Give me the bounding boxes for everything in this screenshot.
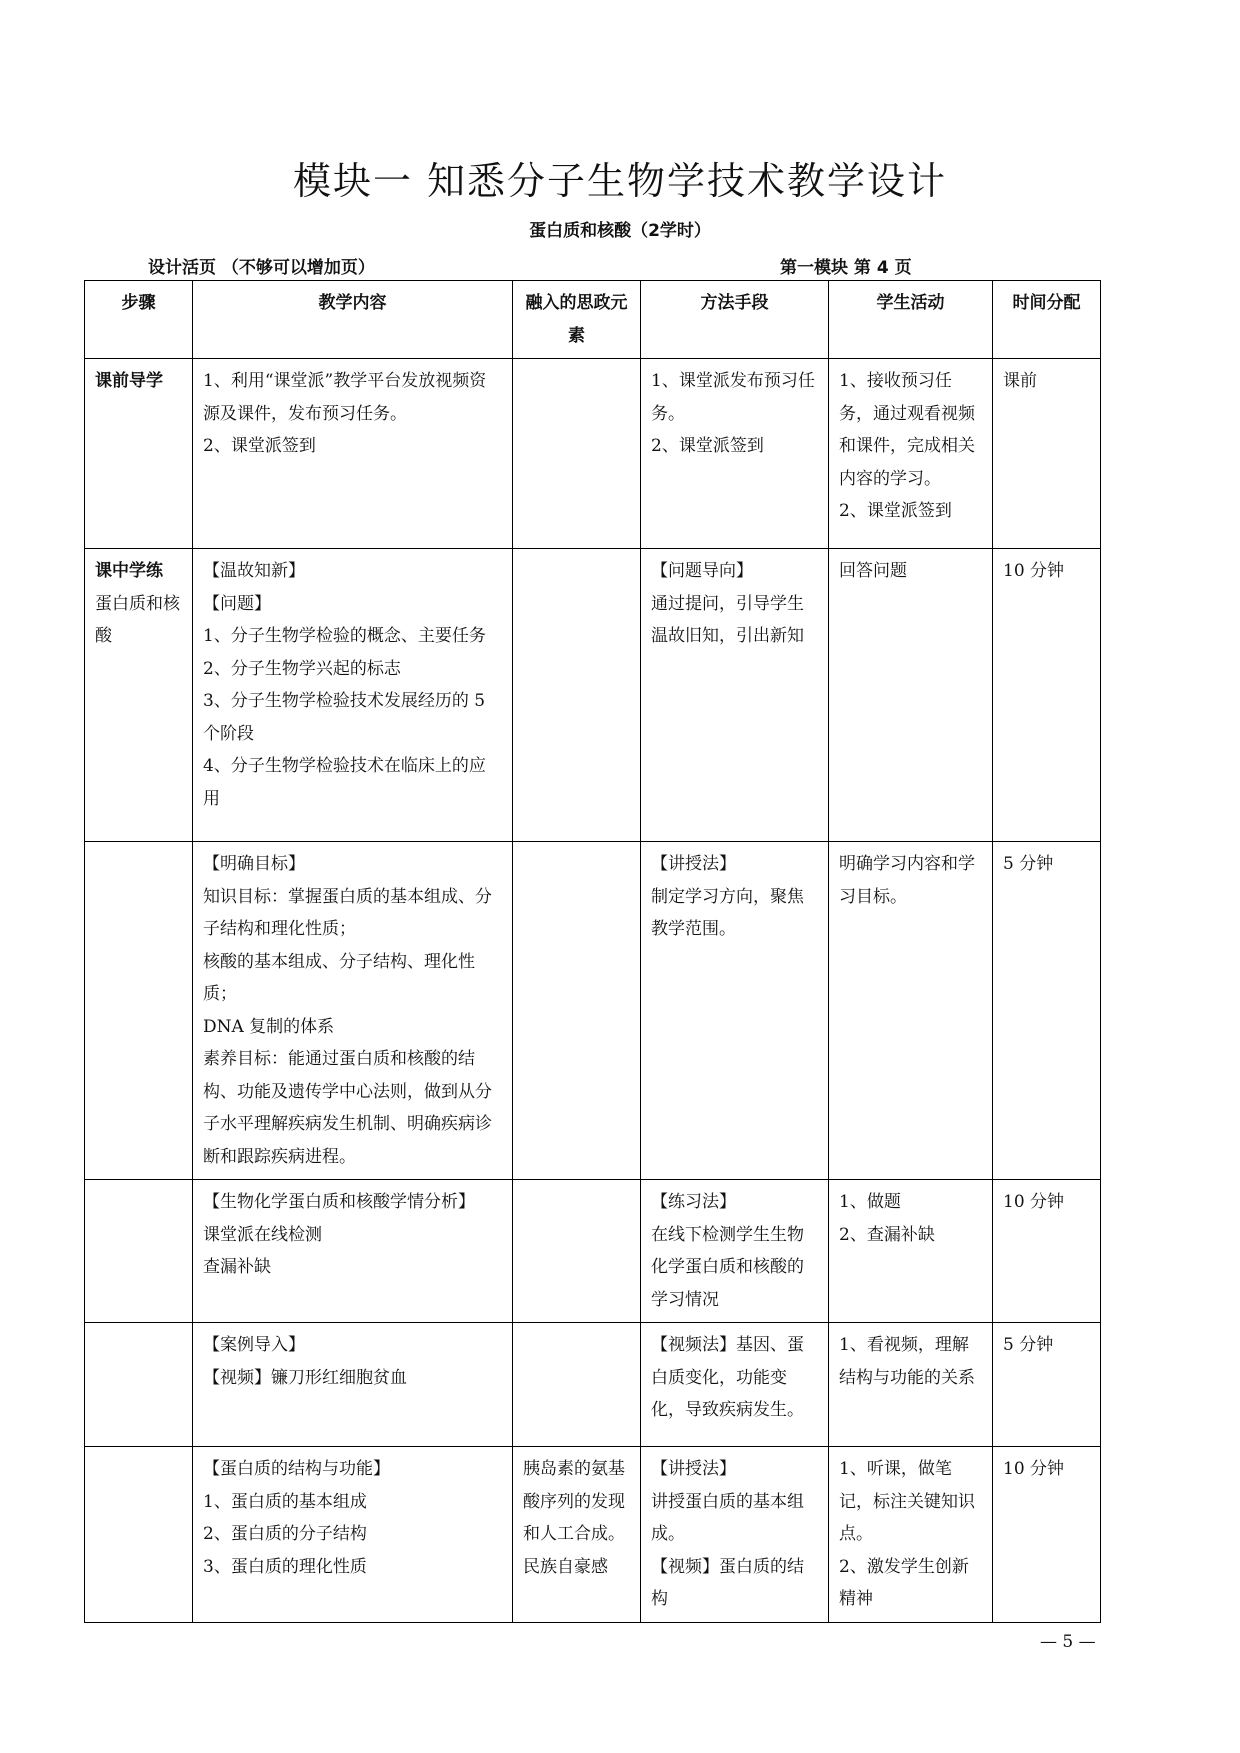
cell-step — [85, 1447, 193, 1623]
cell-activity — [829, 1323, 993, 1447]
cell-text: 10 分钟 — [1003, 1459, 1065, 1479]
cell-text: 查漏补缺 — [203, 1257, 271, 1277]
cell-text: 讲授蛋白质的基本组成。 — [651, 1491, 804, 1544]
table-row — [85, 1447, 1101, 1623]
cell-text: 【温故知新】 — [203, 561, 305, 581]
cell-content — [193, 1180, 513, 1323]
cell-text: 【案例导入】 — [203, 1335, 305, 1355]
header-method: 方法手段 — [641, 281, 829, 359]
cell-ideology — [513, 359, 641, 549]
cell-text: 1、分子生物学检验的概念、主要任务 — [203, 626, 486, 646]
header-content: 教学内容 — [193, 281, 513, 359]
cell-time — [993, 549, 1101, 842]
cell-method — [641, 359, 829, 549]
cell-text: 【视频】镰刀形红细胞贫血 — [203, 1367, 407, 1388]
cell-text: 【生物化学蛋白质和核酸学情分析】 — [203, 1192, 475, 1212]
cell-content — [193, 842, 513, 1180]
table-row — [85, 359, 1101, 549]
cell-text: 【视频法】基因、蛋白质变化，功能变化，导致疾病发生。 — [651, 1335, 804, 1420]
cell-text: 3、蛋白质的理化性质 — [203, 1556, 367, 1577]
cell-method — [641, 842, 829, 1180]
cell-content — [193, 1323, 513, 1447]
cell-text: 【讲授法】 — [651, 1459, 736, 1479]
cell-activity — [829, 359, 993, 549]
cell-text: 胰岛素的氨基酸序列的发现和人工合成。民族自豪感 — [523, 1459, 625, 1577]
cell-text: 1、接收预习任务，通过观看视频和课件，完成相关内容的学习。 — [839, 371, 975, 489]
cell-step — [85, 1323, 193, 1447]
cell-text: 2、课堂派签到 — [651, 436, 764, 456]
header-time: 时间分配 — [993, 281, 1101, 359]
cell-ideology — [513, 842, 641, 1180]
cell-text: 课中学练 — [95, 561, 163, 581]
cell-text: 【问题】 — [203, 593, 271, 614]
cell-activity — [829, 1447, 993, 1623]
cell-ideology — [513, 1323, 641, 1447]
cell-text: 1、课堂派发布预习任务。 — [651, 371, 815, 424]
cell-step — [85, 842, 193, 1180]
cell-text: 1、利用“课堂派”教学平台发放视频资源及课件，发布预习任务。 — [203, 371, 487, 424]
cell-text: 【讲授法】 — [651, 854, 736, 874]
table-header-row — [85, 281, 1101, 359]
cell-text: 知识目标：掌握蛋白质的基本组成、分子结构和理化性质； — [203, 886, 492, 939]
cell-text: 制定学习方向，聚焦教学范围。 — [651, 886, 804, 939]
cell-ideology — [513, 549, 641, 842]
cell-text: 在线下检测学生生物化学蛋白质和核酸的学习情况 — [651, 1224, 804, 1310]
cell-text: 1、做题 — [839, 1192, 901, 1212]
cell-time — [993, 842, 1101, 1180]
cell-text: 课前 — [1003, 371, 1037, 391]
cell-method — [641, 1180, 829, 1323]
cell-text: 【蛋白质的结构与功能】 — [203, 1459, 390, 1479]
cell-text: 素养目标：能通过蛋白质和核酸的结构、功能及遗传学中心法则，做到从分子水平理解疾病发生机制、明确疾病诊断和跟踪疾病进程。 — [203, 1049, 492, 1167]
cell-text: 2、蛋白质的分子结构 — [203, 1524, 367, 1544]
cell-content — [193, 359, 513, 549]
cell-time — [993, 1180, 1101, 1323]
cell-text: 课堂派在线检测 — [203, 1224, 322, 1245]
cell-text: 明确学习内容和学习目标。 — [839, 854, 975, 907]
cell-text: 【明确目标】 — [203, 854, 305, 874]
cell-content — [193, 549, 513, 842]
cell-content — [193, 1447, 513, 1623]
cell-text: 4、分子生物学检验技术在临床上的应用 — [203, 756, 486, 809]
table-row — [85, 1323, 1101, 1447]
cell-activity — [829, 842, 993, 1180]
cell-time — [993, 359, 1101, 549]
cell-step — [85, 549, 193, 842]
page-number: — 5 — — [1040, 1632, 1096, 1652]
cell-text: 2、分子生物学兴起的标志 — [203, 658, 401, 679]
cell-text: 2、激发学生创新精神 — [839, 1556, 969, 1609]
header-ideology: 融入的思政元素 — [513, 281, 641, 359]
page-subtitle: 蛋白质和核酸（2学时） — [529, 221, 711, 241]
cell-text: 2、课堂派签到 — [203, 436, 316, 456]
cell-text: 3、分子生物学检验技术发展经历的 5 个阶段 — [203, 691, 486, 744]
cell-text: 【视频】蛋白质的结构 — [651, 1556, 804, 1609]
cell-text: 课前导学 — [95, 371, 163, 391]
teaching-design-table — [84, 280, 1101, 1623]
header-step: 步骤 — [85, 281, 193, 359]
cell-step — [85, 1180, 193, 1323]
cell-text: 1、听课，做笔记，标注关键知识点。 — [839, 1459, 975, 1544]
table-row — [85, 549, 1101, 842]
cell-method — [641, 1447, 829, 1623]
cell-method — [641, 549, 829, 842]
table-row — [85, 842, 1101, 1180]
cell-time — [993, 1323, 1101, 1447]
header-activity: 学生活动 — [829, 281, 993, 359]
cell-text: 10 分钟 — [1003, 1192, 1065, 1212]
cell-text: 2、查漏补缺 — [839, 1224, 935, 1245]
cell-text: 1、看视频，理解结构与功能的关系 — [839, 1335, 975, 1388]
cell-ideology — [513, 1180, 641, 1323]
cell-text: 1、蛋白质的基本组成 — [203, 1491, 367, 1512]
cell-text: 10 分钟 — [1003, 561, 1065, 581]
design-sheet-note: 设计活页 （不够可以增加页） — [148, 258, 375, 278]
cell-activity — [829, 549, 993, 842]
cell-step — [85, 359, 193, 549]
cell-text: 通过提问，引导学生温故旧知，引出新知 — [651, 593, 804, 646]
cell-text: DNA 复制的体系 — [203, 1016, 335, 1037]
cell-text: 5 分钟 — [1003, 854, 1054, 874]
table-row — [85, 1180, 1101, 1323]
cell-text: 【问题导向】 — [651, 561, 753, 581]
cell-text: 【练习法】 — [651, 1192, 736, 1212]
cell-text: 2、课堂派签到 — [839, 501, 952, 521]
cell-text: 核酸的基本组成、分子结构、理化性质； — [203, 951, 475, 1004]
cell-method — [641, 1323, 829, 1447]
cell-ideology — [513, 1447, 641, 1623]
cell-text: 回答问题 — [839, 561, 907, 581]
page-title: 模块一 知悉分子生物学技术教学设计 — [292, 159, 948, 203]
cell-time — [993, 1447, 1101, 1623]
cell-text: 蛋白质和核酸 — [95, 593, 180, 646]
cell-activity — [829, 1180, 993, 1323]
cell-text: 5 分钟 — [1003, 1335, 1054, 1355]
module-page-label: 第一模块 第 4 页 — [780, 258, 912, 278]
